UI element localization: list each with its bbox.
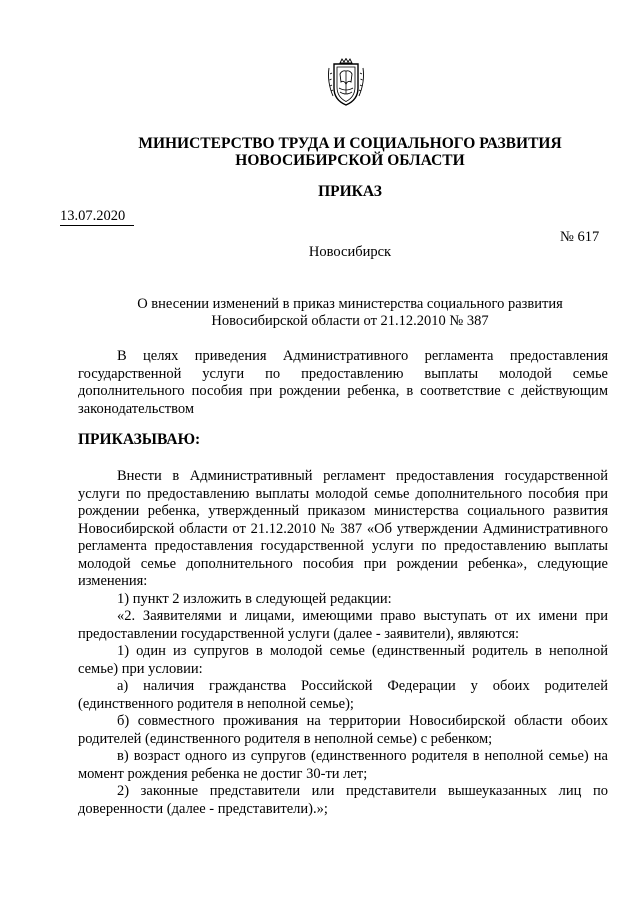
order-word: ПРИКАЗЫВАЮ: bbox=[78, 431, 201, 448]
paragraph: а) наличия гражданства Российской Федерации у обоих родителей (единственного родителя в неполной семье); bbox=[78, 678, 608, 712]
subject-line2: Новосибирской области от 21.12.2010 № 387 bbox=[211, 313, 489, 329]
ministry-name-line1: МИНИСТЕРСТВО ТРУДА И СОЦИАЛЬНОГО РАЗВИТИЯ bbox=[138, 135, 562, 152]
subject-line1: О внесении изменений в приказ министерства социального развития bbox=[137, 296, 563, 312]
preamble bbox=[78, 348, 608, 418]
paragraph: Внести в Административный регламент предоставления государственной услуги по предоставлению выплаты молодой семье дополнительного пособия при рождении ребенка, утвержденный приказом министерства социального развития Новосибирской области от 21.12.2010 № 387 «Об утверждении Административного регламента предоставления государственной услуги по предоставлению выплаты молодой семье дополнительного пособия при рождении ребенка», следующие изменения: bbox=[78, 468, 608, 589]
paragraph: «2. Заявителями и лицами, имеющими право выступать от их имени при предоставлении государственной услуги (далее - заявители), являются: bbox=[78, 608, 608, 642]
paragraph: в) возраст одного из супругов (единственного родителя в неполной семье) на момент рождения ребенка не достиг 30-ти лет; bbox=[78, 748, 608, 782]
coat-of-arms-icon bbox=[326, 58, 366, 108]
order-date: 13.07.2020 bbox=[60, 208, 134, 226]
document-type: ПРИКАЗ bbox=[318, 183, 382, 200]
city: Новосибирск bbox=[308, 244, 392, 260]
paragraph: б) совместного проживания на территории Новосибирской области обоих родителей (единственного родителя в неполной семье) с ребенком; bbox=[78, 713, 608, 747]
paragraph: 1) пункт 2 изложить в следующей редакции: bbox=[117, 590, 392, 607]
ministry-name-line2: НОВОСИБИРСКОЙ ОБЛАСТИ bbox=[235, 152, 465, 169]
order-body bbox=[78, 468, 608, 818]
paragraph: 2) законные представители или представители вышеуказанных лиц по доверенности (далее - представители).»; bbox=[78, 783, 608, 817]
paragraph: 1) один из супругов в молодой семье (единственный родитель в неполной семье) при условии: bbox=[78, 643, 608, 677]
preamble-text: В целях приведения Административного регламента предоставления государственной услуги по предоставлению выплаты молодой семье дополнительного пособия при рождении ребенка, в соответствие с действующим законодательством bbox=[78, 348, 608, 417]
order-number: № 617 bbox=[560, 229, 600, 245]
